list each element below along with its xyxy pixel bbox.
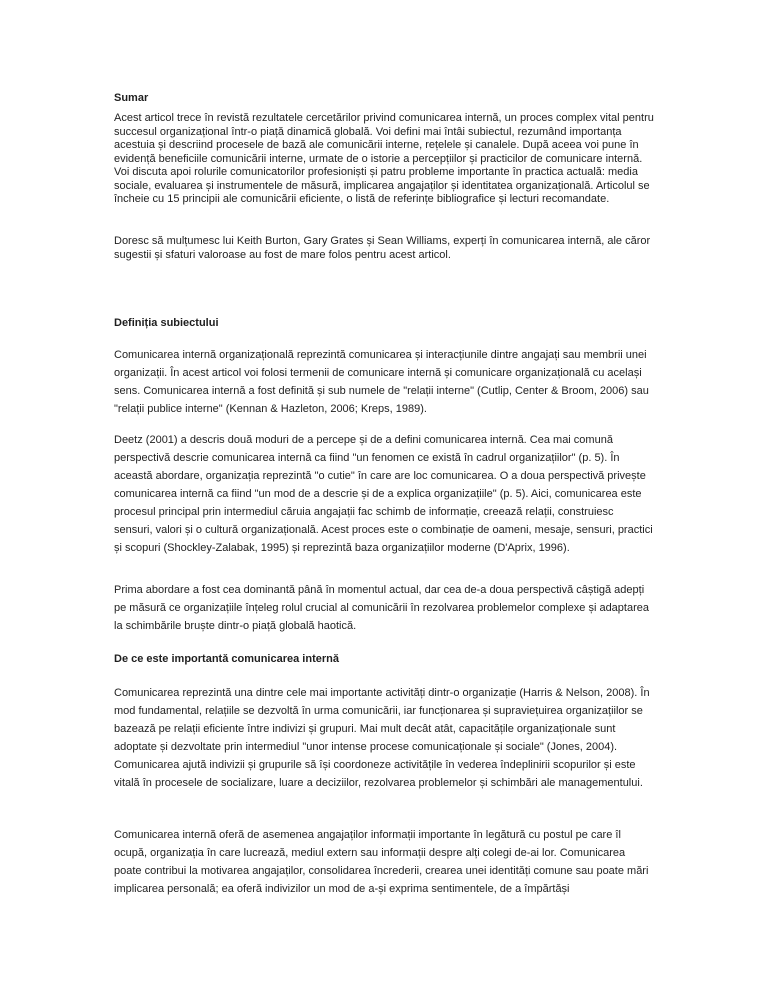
importance-paragraph-1: Comunicarea reprezintă una dintre cele mai importante activități dintr-o organizație (Harris & Nelson, 2008). În mod fundamental, relațiile se dezvoltă în urma comunicării, iar funcționarea și supraviețuirea organizațiilor se bazează pe relații eficiente între indivizi și grupuri. Mai mult decât atât, capacitățile organizaționale sunt adoptate și dezvoltate prin intermediul "unor intense procese comunicaționale și sociale" (Jones, 2004). Comunicarea ajută indivizii și grupurile să își coordoneze activitățile în vederea îndeplinirii scopurilor și este vitală în procesele de socializare, luare a deciziilor, rezolvarea problemelor și schimbări ale managementului. xyxy=(114,687,650,789)
definition-paragraph-3: Prima abordare a fost cea dominantă până în momentul actual, dar cea de-a doua perspectivă câștigă adepți pe măsură ce organizațiile înțeleg rolul crucial al comunicării în rezolvarea problemelor complexe și adaptarea la schimbările bruște dintr-o piață globală haotică. xyxy=(114,584,649,632)
definition-paragraph-2: Deetz (2001) a descris două moduri de a percepe și de a defini comunicarea internă. Cea mai comună perspectivă descrie comunicarea internă ca fiind "un fenomen ce există în cadrul organizațiilor" (p. 5). În această abordare, organizația reprezintă "o cutie" în care are loc comunicarea. O a doua perspectivă privește comunicarea internă ca fiind "un mod de a descrie și de a explica organizațiile" (p. 5). Aici, comunicarea este procesul principal prin intermediul căruia angajații fac schimb de informație, creează relații, construiesc sensuri, valori și o cultură organizațională. Acest proces este o combinație de oameni, mesaje, sensuri, practici și scopuri (Shockley-Zalabak, 1995) și reprezintă baza organizațiilor moderne (D'Aprix, 1996). xyxy=(114,434,653,554)
summary-paragraph-1: Acest articol trece în revistă rezultatele cercetărilor privind comunicarea internă, un proces complex vital pentru succesul organizațional într-o piață dinamică globală. Voi defini mai întâi subiectul, rezumând importanța acestuia și descriind procesele de bază ale comunicării interne, rețelele și canalele. După aceea voi pune în evidență beneficiile comunicării interne, urmate de o istorie a percepțiilor și practicilor de comunicare internă. Voi discuta apoi rolurile comunicatorilor profesioniști și patru probleme importante în practica actuală: media sociale, evaluarea și instrumentele de măsură, implicarea angajaților și identitatea organizațională. Articolul se încheie cu 15 principii ale comunicării eficiente, o listă de referințe bibliografice și lecturi recomandate. xyxy=(114,112,654,205)
importance-paragraph-2: Comunicarea internă oferă de asemenea angajaților informații importante în legătură cu postul pe care îl ocupă, organizația în care lucrează, mediul extern sau informații despre alți colegi de-ai lor. Comunicarea poate contribui la motivarea angajaților, consolidarea încrederii, crearea unei identități comune sau poate mări implicarea personală; ea oferă indivizilor un mod de a-și exprima sentimentele, de a împărtăși xyxy=(114,829,649,895)
importance-title: De ce este importantă comunicarea internă xyxy=(114,653,339,665)
summary-paragraph-2: Doresc să mulțumesc lui Keith Burton, Gary Grates și Sean Williams, experți în comunicarea internă, ale căror sugestii și sfaturi valoroase au fost de mare folos pentru acest articol. xyxy=(114,235,651,261)
summary-title: Sumar xyxy=(114,92,149,104)
definition-paragraph-1: Comunicarea internă organizațională reprezintă comunicarea și interacțiunile dintre angajați sau membrii unei organizații. În acest articol voi folosi termenii de comunicare internă și comunicare organizațională cu același sens. Comunicarea internă a fost definită și sub numele de "relații interne" (Cutlip, Center & Broom, 2006) sau "relații publice interne" (Kennan & Hazleton, 2006; Kreps, 1989). xyxy=(114,349,649,415)
definition-title: Definiția subiectului xyxy=(114,317,219,329)
